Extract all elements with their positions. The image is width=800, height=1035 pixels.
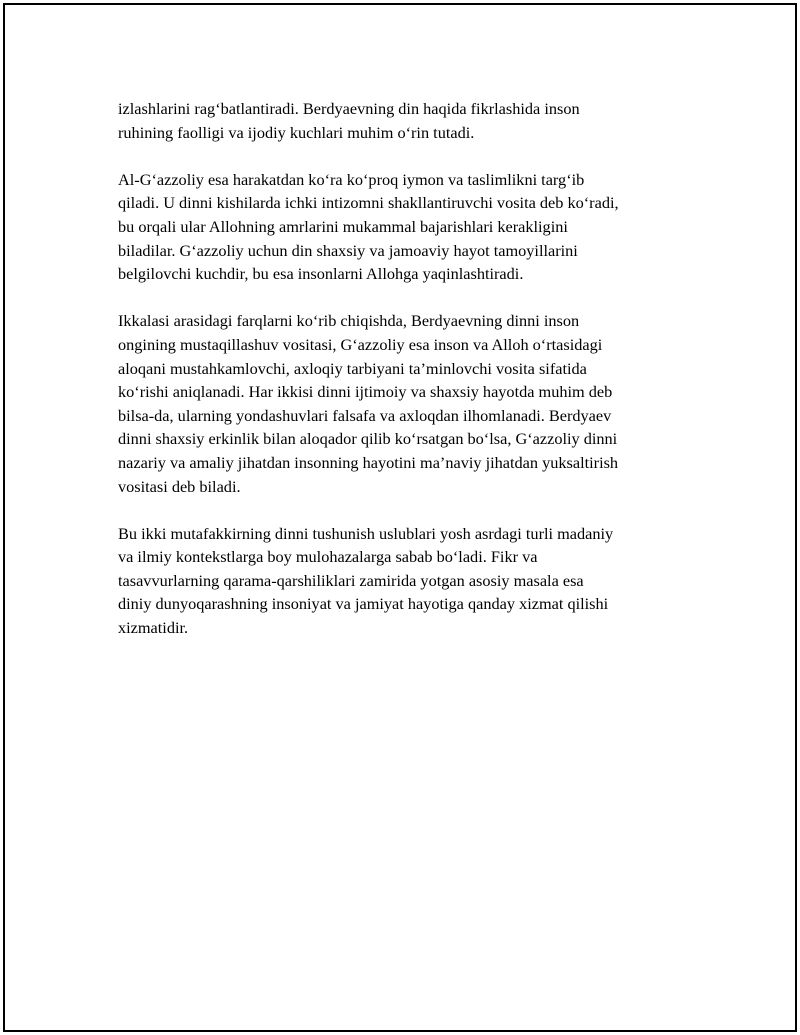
text-line: aloqani mustahkamlovchi, axloqiy tarbiyani ta’minlovchi vosita sifatida: [118, 358, 587, 378]
text-line: bu orqali ular Allohning amrlarini mukammal bajarishlari kerakligini: [118, 216, 568, 236]
text-line: va ilmiy kontekstlarga boy mulohazalarga sabab bo‘ladi. Fikr va: [118, 547, 538, 567]
text-line: izlashlarini rag‘batlantiradi. Berdyaevning din haqida fikrlashida inson: [118, 99, 580, 118]
text-line: Al-G‘azzoliy esa harakatdan ko‘ra ko‘proq iymon va taslimlikni targ‘ib: [118, 169, 585, 189]
document-body: [118, 97, 698, 663]
text-line: dinni shaxsiy erkinlik bilan aloqador qilib ko‘rsatgan bo‘lsa, G‘azzoliy dinni: [118, 429, 618, 449]
paragraph: [118, 97, 698, 144]
text-line: Ikkalasi arasidagi farqlarni ko‘rib chiqishda, Berdyaevning dinni inson: [118, 311, 580, 331]
text-line: diniy dunyoqarashning insoniyat va jamiyat hayotiga qanday xizmat qilishi: [118, 594, 609, 614]
text-line: tasavvurlarning qarama-qarshiliklari zamirida yotgan asosiy masala esa: [118, 570, 584, 590]
text-line: biladilar. G‘azzoliy uchun din shaxsiy va jamoaviy hayot tamoyillarini: [118, 240, 578, 260]
text-line: belgilovchi kuchdir, bu esa insonlarni Allohga yaqinlashtiradi.: [118, 264, 524, 284]
paragraph: [118, 309, 698, 498]
text-line: ko‘rishi aniqlanadi. Har ikkisi dinni ijtimoiy va shaxsiy hayotda muhim deb: [118, 382, 613, 402]
text-line: vositasi deb biladi.: [118, 476, 241, 496]
text-line: ruhining faolligi va ijodiy kuchlari muhim o‘rin tutadi.: [118, 122, 475, 142]
text-line: ongining mustaqillashuv vositasi, G‘azzoliy esa inson va Alloh o‘rtasidagi: [118, 334, 603, 354]
text-line: bilsa-da, ularning yondashuvlari falsafa va axloqdan ilhomlanadi. Berdyaev: [118, 405, 612, 425]
document-page: [3, 3, 797, 1032]
paragraph: [118, 168, 698, 286]
text-line: nazariy va amaliy jihatdan insonning hayotini ma’naviy jihatdan yuksaltirish: [118, 452, 619, 472]
paragraph: [118, 522, 698, 640]
text-line: qiladi. U dinni kishilarda ichki intizomni shakllantiruvchi vosita deb ko‘radi,: [118, 193, 619, 213]
text-line: xizmatidir.: [118, 618, 189, 638]
text-line: Bu ikki mutafakkirning dinni tushunish uslublari yosh asrdagi turli madaniy: [118, 523, 614, 543]
